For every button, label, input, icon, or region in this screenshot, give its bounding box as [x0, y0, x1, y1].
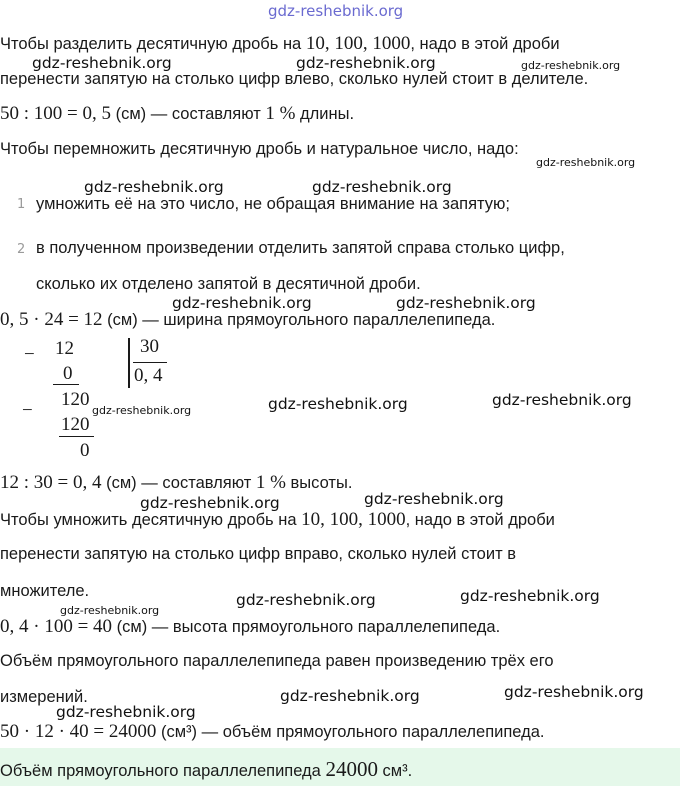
para-multiply-by-10-line2: перенести запятую на столько цифр вправо, сколько нулей стоит в: [0, 545, 516, 563]
watermark: gdz-reshebnik.org: [60, 604, 160, 617]
para-multiply-by-10-line3: множителе.: [0, 582, 90, 600]
watermark: gdz-reshebnik.org: [364, 490, 504, 508]
watermark: gdz-reshebnik.org: [296, 54, 436, 72]
equation-5: 50 · 12 · 40 = 24000 (см³) — объём прямоугольного параллелепипеда.: [0, 721, 545, 742]
division-bracket-vertical: [128, 338, 130, 388]
watermark: gdz-reshebnik.org: [460, 587, 600, 605]
watermark: gdz-reshebnik.org: [92, 404, 192, 417]
watermark: gdz-reshebnik.org: [521, 59, 621, 72]
dividend: 12: [55, 338, 74, 359]
equation-1: 50 : 100 = 0, 5 (см) — составляют 1 % длины.: [0, 103, 355, 124]
watermark-top: gdz-reshebnik.org: [268, 2, 404, 20]
para-divide-rule: Чтобы разделить десятичную дробь на 10, 100, 1000, надо в этой дроби: [0, 33, 560, 54]
para-volume-rule-line2: измерений.: [0, 688, 88, 706]
watermark: gdz-reshebnik.org: [172, 294, 312, 312]
watermark: gdz-reshebnik.org: [268, 395, 408, 413]
list-number-1: 1: [17, 197, 26, 212]
division-underline-2: [59, 436, 94, 437]
watermark: gdz-reshebnik.org: [492, 391, 632, 409]
minus-sign-1: −: [24, 344, 35, 365]
watermark: gdz-reshebnik.org: [312, 178, 452, 196]
minus-sign-2: −: [22, 400, 33, 421]
equation-3: 12 : 30 = 0, 4 (см) — составляют 1 % высоты.: [0, 472, 353, 493]
para-multiply-by-10-rule: Чтобы умножить десятичную дробь на 10, 100, 1000, надо в этой дроби: [0, 509, 555, 530]
list-item-2-line2: сколько их отделено запятой в десятичной дроби.: [36, 275, 421, 293]
watermark: gdz-reshebnik.org: [140, 494, 280, 512]
division-bracket-horizontal: [133, 362, 167, 363]
watermark: gdz-reshebnik.org: [504, 683, 644, 701]
quotient: 0, 4: [134, 365, 163, 386]
watermark: gdz-reshebnik.org: [56, 703, 196, 721]
subtrahend-2: 120: [61, 414, 90, 435]
remainder-final: 0: [80, 440, 90, 461]
final-answer: Объём прямоугольного параллелепипеда 24000 см³.: [0, 757, 413, 781]
division-underline-1: [53, 384, 79, 385]
divisor: 30: [140, 336, 159, 357]
para-multiply-rule: Чтобы перемножить десятичную дробь и натуральное число, надо:: [0, 140, 519, 158]
watermark: gdz-reshebnik.org: [396, 294, 536, 312]
subtrahend-1: 0: [63, 363, 73, 384]
equation-4: 0, 4 · 100 = 40 (см) — высота прямоугольного параллелепипеда.: [0, 616, 501, 637]
list-item-2: в полученном произведении отделить запятой справа столько цифр,: [36, 239, 565, 257]
para-divide-rule-line2: перенести запятую на столько цифр влево, сколько нулей стоит в делителе.: [0, 70, 589, 88]
watermark: gdz-reshebnik.org: [84, 178, 224, 196]
watermark: gdz-reshebnik.org: [32, 54, 172, 72]
list-item-1: умножить её на это число, не обращая внимание на запятую;: [36, 195, 510, 213]
remainder-1: 120: [61, 389, 90, 410]
watermark: gdz-reshebnik.org: [236, 591, 376, 609]
watermark: gdz-reshebnik.org: [280, 687, 420, 705]
equation-2: 0, 5 · 24 = 12 (см) — ширина прямоугольного параллелепипеда.: [0, 309, 496, 330]
para-volume-rule: Объём прямоугольного параллелепипеда равен произведению трёх его: [0, 652, 554, 670]
list-number-2: 2: [17, 242, 26, 257]
watermark: gdz-reshebnik.org: [536, 156, 636, 169]
